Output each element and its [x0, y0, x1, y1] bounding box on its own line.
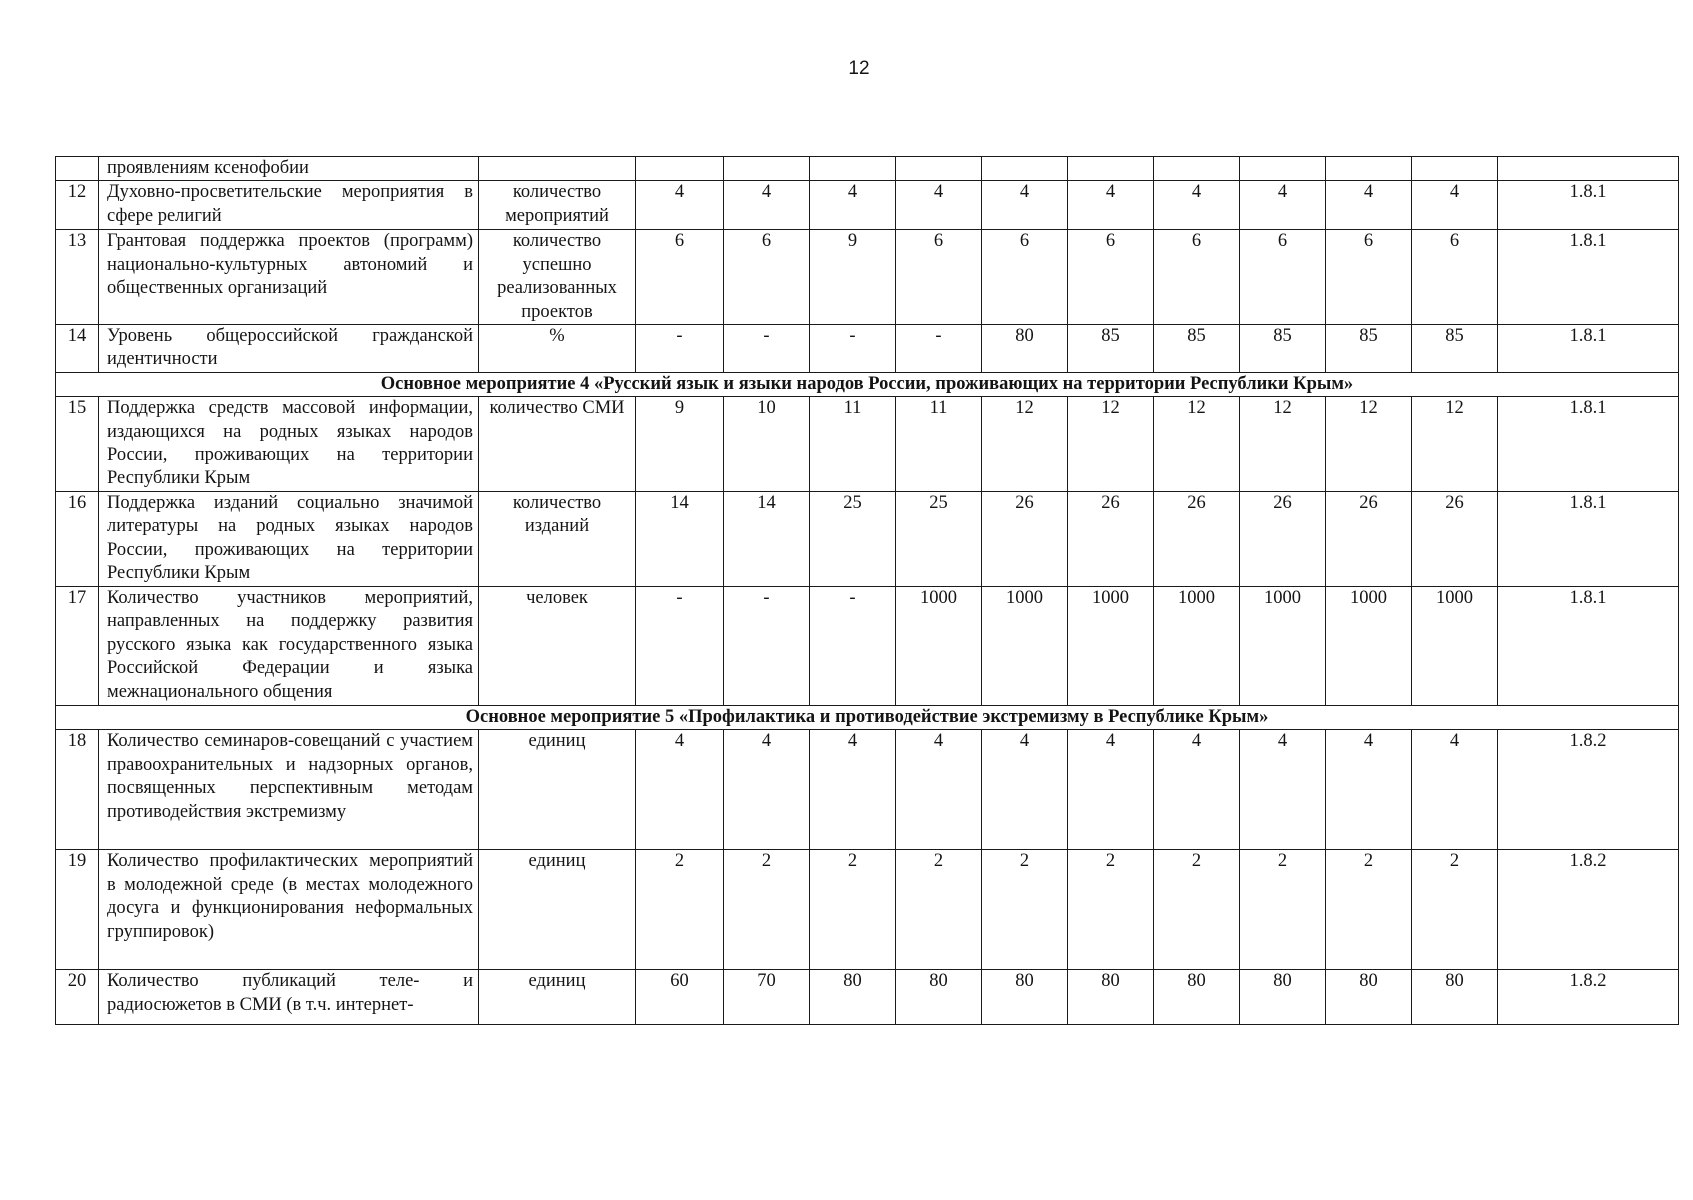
value-cell: 4 — [636, 181, 724, 230]
value-cell: 26 — [1326, 491, 1412, 586]
value-cell: 26 — [1068, 491, 1154, 586]
value-cell: 2 — [1412, 850, 1498, 970]
value-cell: 11 — [810, 397, 896, 492]
value-cell: 4 — [896, 181, 982, 230]
value-cell: 1000 — [1240, 586, 1326, 705]
unit-cell: человек — [479, 586, 636, 705]
reference-cell — [1498, 157, 1679, 181]
value-cell: 2 — [1240, 850, 1326, 970]
value-cell: 11 — [896, 397, 982, 492]
value-cell — [636, 157, 724, 181]
indicator-name: Уровень общероссийской гражданской идентичности — [99, 325, 479, 373]
value-cell — [1068, 157, 1154, 181]
reference-cell: 1.8.2 — [1498, 730, 1679, 850]
table-row — [56, 491, 1679, 586]
value-cell: 4 — [1240, 730, 1326, 850]
value-cell — [724, 157, 810, 181]
section-heading: Основное мероприятие 5 «Профилактика и противодействие экстремизму в Республике Крым» — [56, 705, 1679, 729]
value-cell: 6 — [1240, 230, 1326, 325]
value-cell: 4 — [896, 730, 982, 850]
value-cell: - — [724, 325, 810, 373]
value-cell: 80 — [896, 970, 982, 1025]
value-cell: 4 — [1412, 181, 1498, 230]
value-cell: 80 — [1154, 970, 1240, 1025]
value-cell: 1000 — [896, 586, 982, 705]
row-number: 13 — [56, 230, 99, 325]
row-number: 17 — [56, 586, 99, 705]
value-cell: 1000 — [1068, 586, 1154, 705]
value-cell: 12 — [1154, 397, 1240, 492]
indicator-name: Поддержка изданий социально значимой литературы на родных языках народов России, проживающих на территории Республики Крым — [99, 491, 479, 586]
value-cell: 80 — [982, 970, 1068, 1025]
value-cell: 6 — [1326, 230, 1412, 325]
value-cell: 2 — [982, 850, 1068, 970]
section-heading: Основное мероприятие 4 «Русский язык и языки народов России, проживающих на территории Республики Крым» — [56, 372, 1679, 396]
value-cell: - — [810, 325, 896, 373]
value-cell: 85 — [1240, 325, 1326, 373]
value-cell: 4 — [1154, 181, 1240, 230]
value-cell: 6 — [724, 230, 810, 325]
unit-cell: количество СМИ — [479, 397, 636, 492]
value-cell: 80 — [810, 970, 896, 1025]
value-cell: 6 — [982, 230, 1068, 325]
value-cell — [1326, 157, 1412, 181]
value-cell: 80 — [1068, 970, 1154, 1025]
row-number: 20 — [56, 970, 99, 1025]
table-row — [56, 850, 1679, 970]
value-cell: 4 — [724, 181, 810, 230]
value-cell: 70 — [724, 970, 810, 1025]
value-cell: 4 — [982, 181, 1068, 230]
section-row — [56, 705, 1679, 729]
value-cell: 10 — [724, 397, 810, 492]
value-cell: 85 — [1068, 325, 1154, 373]
reference-cell: 1.8.1 — [1498, 491, 1679, 586]
value-cell: 4 — [724, 730, 810, 850]
value-cell: 85 — [1326, 325, 1412, 373]
value-cell: 2 — [1154, 850, 1240, 970]
value-cell: 12 — [1240, 397, 1326, 492]
reference-cell: 1.8.1 — [1498, 181, 1679, 230]
value-cell: 6 — [1154, 230, 1240, 325]
value-cell: 60 — [636, 970, 724, 1025]
value-cell: 12 — [1412, 397, 1498, 492]
unit-cell: единиц — [479, 850, 636, 970]
value-cell: 25 — [810, 491, 896, 586]
indicator-name: проявлениям ксенофобии — [99, 157, 479, 181]
value-cell: 4 — [810, 730, 896, 850]
value-cell: 6 — [1412, 230, 1498, 325]
value-cell: 12 — [982, 397, 1068, 492]
value-cell: 26 — [1154, 491, 1240, 586]
value-cell: 4 — [636, 730, 724, 850]
indicator-name: Духовно-просветительские мероприятия в сфере религий — [99, 181, 479, 230]
value-cell: 4 — [1326, 730, 1412, 850]
value-cell: 12 — [1326, 397, 1412, 492]
value-cell: 9 — [636, 397, 724, 492]
value-cell: 2 — [1326, 850, 1412, 970]
indicator-name: Количество публикаций теле- и радиосюжетов в СМИ (в т.ч. интернет- — [99, 970, 479, 1025]
value-cell: 1000 — [1412, 586, 1498, 705]
reference-cell: 1.8.1 — [1498, 586, 1679, 705]
value-cell — [1240, 157, 1326, 181]
value-cell: - — [636, 325, 724, 373]
value-cell: 4 — [982, 730, 1068, 850]
unit-cell: количество изданий — [479, 491, 636, 586]
indicators-table — [55, 156, 1679, 1025]
table-row — [56, 730, 1679, 850]
table-row — [56, 970, 1679, 1025]
row-number: 16 — [56, 491, 99, 586]
table-row — [56, 157, 1679, 181]
indicator-name: Поддержка средств массовой информации, издающихся на родных языках народов России, проживающих на территории Республики Крым — [99, 397, 479, 492]
row-number: 15 — [56, 397, 99, 492]
unit-cell: % — [479, 325, 636, 373]
table-row — [56, 230, 1679, 325]
value-cell: 85 — [1154, 325, 1240, 373]
unit-cell: единиц — [479, 730, 636, 850]
value-cell: 2 — [896, 850, 982, 970]
value-cell: 4 — [1240, 181, 1326, 230]
value-cell: 6 — [896, 230, 982, 325]
value-cell — [1154, 157, 1240, 181]
value-cell: 26 — [1240, 491, 1326, 586]
value-cell: 4 — [1412, 730, 1498, 850]
value-cell — [1412, 157, 1498, 181]
reference-cell: 1.8.1 — [1498, 230, 1679, 325]
table-row — [56, 586, 1679, 705]
value-cell: - — [810, 586, 896, 705]
section-row — [56, 372, 1679, 396]
value-cell: 1000 — [1326, 586, 1412, 705]
reference-cell: 1.8.1 — [1498, 397, 1679, 492]
value-cell: 26 — [982, 491, 1068, 586]
row-number: 12 — [56, 181, 99, 230]
indicator-name: Количество профилактических мероприятий в молодежной среде (в местах молодежного досуга и функционирования неформальных группировок) — [99, 850, 479, 970]
value-cell: 6 — [1068, 230, 1154, 325]
unit-cell — [479, 157, 636, 181]
value-cell: 9 — [810, 230, 896, 325]
value-cell: - — [636, 586, 724, 705]
table-row — [56, 325, 1679, 373]
row-number: 18 — [56, 730, 99, 850]
unit-cell: количество мероприятий — [479, 181, 636, 230]
table-row — [56, 397, 1679, 492]
value-cell: 12 — [1068, 397, 1154, 492]
value-cell: 2 — [636, 850, 724, 970]
row-number: 19 — [56, 850, 99, 970]
row-number: 14 — [56, 325, 99, 373]
reference-cell: 1.8.2 — [1498, 970, 1679, 1025]
value-cell: 4 — [810, 181, 896, 230]
table-body — [56, 157, 1679, 1025]
value-cell: 80 — [982, 325, 1068, 373]
value-cell: 25 — [896, 491, 982, 586]
value-cell: 2 — [724, 850, 810, 970]
value-cell: - — [896, 325, 982, 373]
value-cell: 4 — [1068, 181, 1154, 230]
value-cell — [982, 157, 1068, 181]
value-cell — [896, 157, 982, 181]
indicator-name: Грантовая поддержка проектов (программ) национально-культурных автономий и общественных организаций — [99, 230, 479, 325]
value-cell: 1000 — [982, 586, 1068, 705]
row-number — [56, 157, 99, 181]
value-cell: 14 — [724, 491, 810, 586]
value-cell: 14 — [636, 491, 724, 586]
value-cell: 80 — [1326, 970, 1412, 1025]
value-cell: 4 — [1326, 181, 1412, 230]
value-cell: - — [724, 586, 810, 705]
indicator-name: Количество участников мероприятий, направленных на поддержку развития русского языка как государственного языка Российской Федерации и языка межнационального общения — [99, 586, 479, 705]
value-cell: 2 — [810, 850, 896, 970]
value-cell: 2 — [1068, 850, 1154, 970]
value-cell: 4 — [1068, 730, 1154, 850]
unit-cell: количество успешно реализованных проектов — [479, 230, 636, 325]
indicator-name: Количество семинаров-совещаний с участием правоохранительных и надзорных органов, посвященных перспективным методам противодействия экстремизму — [99, 730, 479, 850]
value-cell: 26 — [1412, 491, 1498, 586]
value-cell — [810, 157, 896, 181]
value-cell: 6 — [636, 230, 724, 325]
table-row — [56, 181, 1679, 230]
unit-cell: единиц — [479, 970, 636, 1025]
value-cell: 4 — [1154, 730, 1240, 850]
value-cell: 80 — [1412, 970, 1498, 1025]
page-number: 12 — [848, 58, 870, 79]
reference-cell: 1.8.1 — [1498, 325, 1679, 373]
value-cell: 85 — [1412, 325, 1498, 373]
reference-cell: 1.8.2 — [1498, 850, 1679, 970]
value-cell: 1000 — [1154, 586, 1240, 705]
value-cell: 80 — [1240, 970, 1326, 1025]
